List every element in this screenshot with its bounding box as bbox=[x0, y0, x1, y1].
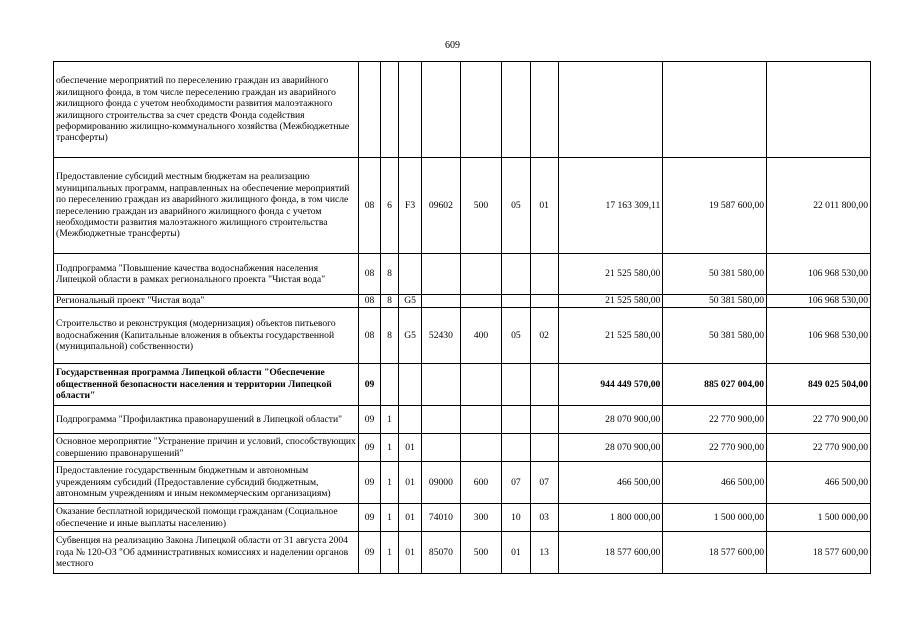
code-cell-6: 07 bbox=[502, 462, 531, 504]
budget-table bbox=[53, 61, 871, 574]
amount-cell-3: 106 968 530,00 bbox=[767, 295, 871, 308]
amount-cell-2: 50 381 580,00 bbox=[663, 254, 767, 295]
amount-cell-1: 21 525 580,00 bbox=[558, 308, 663, 364]
code-cell-2: 8 bbox=[380, 254, 398, 295]
code-cell-3 bbox=[399, 254, 422, 295]
code-cell-1: 09 bbox=[359, 364, 381, 406]
code-cell-3: G5 bbox=[399, 295, 422, 308]
code-cell-4 bbox=[421, 62, 460, 158]
amount-cell-3: 466 500,00 bbox=[767, 462, 871, 504]
code-cell-5 bbox=[460, 406, 501, 434]
code-cell-4 bbox=[421, 254, 460, 295]
code-cell-2: 1 bbox=[380, 532, 398, 574]
code-cell-2: 6 bbox=[380, 158, 398, 254]
amount-cell-1: 21 525 580,00 bbox=[558, 254, 663, 295]
code-cell-2: 1 bbox=[380, 406, 398, 434]
code-cell-7 bbox=[530, 364, 558, 406]
code-cell-5: 300 bbox=[460, 504, 501, 532]
code-cell-5: 400 bbox=[460, 308, 501, 364]
code-cell-3: G5 bbox=[399, 308, 422, 364]
table-row bbox=[54, 295, 871, 308]
code-cell-4 bbox=[421, 364, 460, 406]
code-cell-3 bbox=[399, 406, 422, 434]
table-row bbox=[54, 62, 871, 158]
table-row bbox=[54, 532, 871, 574]
code-cell-4: 52430 bbox=[421, 308, 460, 364]
code-cell-5 bbox=[460, 254, 501, 295]
code-cell-6: 05 bbox=[502, 308, 531, 364]
amount-cell-2: 1 500 000,00 bbox=[663, 504, 767, 532]
amount-cell-3 bbox=[767, 62, 871, 158]
code-cell-7 bbox=[530, 406, 558, 434]
table-row bbox=[54, 504, 871, 532]
code-cell-3: 01 bbox=[399, 462, 422, 504]
table-row bbox=[54, 406, 871, 434]
amount-cell-2: 19 587 600,00 bbox=[663, 158, 767, 254]
code-cell-2: 1 bbox=[380, 434, 398, 462]
amount-cell-3: 106 968 530,00 bbox=[767, 308, 871, 364]
code-cell-6 bbox=[502, 434, 531, 462]
code-cell-1: 09 bbox=[359, 434, 381, 462]
code-cell-3: 01 bbox=[399, 434, 422, 462]
row-name: Предоставление субсидий местным бюджетам на реализацию муниципальных программ, направленных на обеспечение мероприятий по переселению граждан из аварийного жилищного фонда, в том числе переселению граждан из аварийного жилищного фонда с учетом необходимости развития малоэтажного жилищного строительства (Межбюджетные трансферты) bbox=[54, 158, 359, 254]
code-cell-6 bbox=[502, 295, 531, 308]
amount-cell-1: 944 449 570,00 bbox=[558, 364, 663, 406]
amount-cell-2: 18 577 600,00 bbox=[663, 532, 767, 574]
code-cell-6 bbox=[502, 364, 531, 406]
code-cell-6 bbox=[502, 62, 531, 158]
code-cell-3 bbox=[399, 364, 422, 406]
code-cell-2: 8 bbox=[380, 308, 398, 364]
code-cell-1: 08 bbox=[359, 254, 381, 295]
code-cell-1: 08 bbox=[359, 295, 381, 308]
amount-cell-2: 50 381 580,00 bbox=[663, 308, 767, 364]
row-name: Субвенция на реализацию Закона Липецкой области от 31 августа 2004 года № 120-ОЗ "Об административных комиссиях и наделении органов местного bbox=[54, 532, 359, 574]
row-name: Подпрограмма "Повышение качества водоснабжения населения Липецкой области в рамках регионального проекта "Чистая вода" bbox=[54, 254, 359, 295]
code-cell-6 bbox=[502, 254, 531, 295]
code-cell-1: 08 bbox=[359, 308, 381, 364]
code-cell-5 bbox=[460, 295, 501, 308]
code-cell-5: 500 bbox=[460, 532, 501, 574]
page-number: 609 bbox=[445, 40, 460, 51]
amount-cell-3: 22 770 900,00 bbox=[767, 434, 871, 462]
amount-cell-2: 50 381 580,00 bbox=[663, 295, 767, 308]
code-cell-3: 01 bbox=[399, 532, 422, 574]
code-cell-4 bbox=[421, 406, 460, 434]
code-cell-6: 05 bbox=[502, 158, 531, 254]
code-cell-2: 1 bbox=[380, 504, 398, 532]
code-cell-2: 8 bbox=[380, 295, 398, 308]
code-cell-5 bbox=[460, 62, 501, 158]
table-row bbox=[54, 254, 871, 295]
amount-cell-1: 21 525 580,00 bbox=[558, 295, 663, 308]
row-name: Государственная программа Липецкой области "Обеспечение общественной безопасности населения и территории Липецкой области" bbox=[54, 364, 359, 406]
amount-cell-3: 849 025 504,00 bbox=[767, 364, 871, 406]
code-cell-7 bbox=[530, 434, 558, 462]
code-cell-7: 07 bbox=[530, 462, 558, 504]
code-cell-7 bbox=[530, 295, 558, 308]
amount-cell-2: 22 770 900,00 bbox=[663, 434, 767, 462]
code-cell-4: 09000 bbox=[421, 462, 460, 504]
amount-cell-1: 1 800 000,00 bbox=[558, 504, 663, 532]
code-cell-7: 01 bbox=[530, 158, 558, 254]
amount-cell-3: 22 770 900,00 bbox=[767, 406, 871, 434]
amount-cell-1: 17 163 309,11 bbox=[558, 158, 663, 254]
code-cell-6: 10 bbox=[502, 504, 531, 532]
code-cell-7 bbox=[530, 254, 558, 295]
code-cell-7: 02 bbox=[530, 308, 558, 364]
code-cell-3: F3 bbox=[399, 158, 422, 254]
row-name: Региональный проект "Чистая вода" bbox=[54, 295, 359, 308]
code-cell-1: 09 bbox=[359, 504, 381, 532]
amount-cell-3: 106 968 530,00 bbox=[767, 254, 871, 295]
row-name: Строительство и реконструкция (модернизация) объектов питьевого водоснабжения (Капитальные вложения в объекты государственной (муниципальной) собственности) bbox=[54, 308, 359, 364]
code-cell-5: 600 bbox=[460, 462, 501, 504]
code-cell-4: 09602 bbox=[421, 158, 460, 254]
code-cell-1: 09 bbox=[359, 532, 381, 574]
code-cell-1: 08 bbox=[359, 158, 381, 254]
code-cell-1: 09 bbox=[359, 462, 381, 504]
code-cell-6: 01 bbox=[502, 532, 531, 574]
table-row bbox=[54, 158, 871, 254]
amount-cell-2: 466 500,00 bbox=[663, 462, 767, 504]
code-cell-5 bbox=[460, 364, 501, 406]
row-name: Подпрограмма "Профилактика правонарушений в Липецкой области" bbox=[54, 406, 359, 434]
code-cell-1: 09 bbox=[359, 406, 381, 434]
table-row bbox=[54, 462, 871, 504]
code-cell-5 bbox=[460, 434, 501, 462]
amount-cell-1: 28 070 900,00 bbox=[558, 434, 663, 462]
table-row bbox=[54, 308, 871, 364]
table-row bbox=[54, 364, 871, 406]
code-cell-2 bbox=[380, 62, 398, 158]
table-row bbox=[54, 434, 871, 462]
amount-cell-2: 22 770 900,00 bbox=[663, 406, 767, 434]
code-cell-4: 74010 bbox=[421, 504, 460, 532]
amount-cell-1: 18 577 600,00 bbox=[558, 532, 663, 574]
code-cell-7: 13 bbox=[530, 532, 558, 574]
code-cell-1 bbox=[359, 62, 381, 158]
amount-cell-1: 466 500,00 bbox=[558, 462, 663, 504]
row-name: обеспечение мероприятий по переселению граждан из аварийного жилищного фонда, в том числе переселению граждан из аварийного жилищного фонда с учетом необходимости развития малоэтажного жилищного строительства за счет средств Фонда содействия реформированию жилищно-коммунального хозяйства (Межбюджетные трансферты) bbox=[54, 62, 359, 158]
code-cell-4 bbox=[421, 295, 460, 308]
amount-cell-2: 885 027 004,00 bbox=[663, 364, 767, 406]
amount-cell-3: 1 500 000,00 bbox=[767, 504, 871, 532]
code-cell-4 bbox=[421, 434, 460, 462]
code-cell-2 bbox=[380, 364, 398, 406]
row-name: Предоставление государственным бюджетным и автономным учреждениям субсидий (Предоставление субсидий бюджетным, автономным учреждениям и иным некоммерческим организациям) bbox=[54, 462, 359, 504]
amount-cell-1: 28 070 900,00 bbox=[558, 406, 663, 434]
amount-cell-1 bbox=[558, 62, 663, 158]
row-name: Оказание бесплатной юридической помощи гражданам (Социальное обеспечение и иные выплаты населению) bbox=[54, 504, 359, 532]
code-cell-5: 500 bbox=[460, 158, 501, 254]
code-cell-2: 1 bbox=[380, 462, 398, 504]
amount-cell-2 bbox=[663, 62, 767, 158]
amount-cell-3: 22 011 800,00 bbox=[767, 158, 871, 254]
code-cell-6 bbox=[502, 406, 531, 434]
code-cell-7: 03 bbox=[530, 504, 558, 532]
code-cell-4: 85070 bbox=[421, 532, 460, 574]
row-name: Основное мероприятие "Устранение причин и условий, способствующих совершению правонарушений" bbox=[54, 434, 359, 462]
code-cell-3: 01 bbox=[399, 504, 422, 532]
code-cell-7 bbox=[530, 62, 558, 158]
amount-cell-3: 18 577 600,00 bbox=[767, 532, 871, 574]
code-cell-3 bbox=[399, 62, 422, 158]
